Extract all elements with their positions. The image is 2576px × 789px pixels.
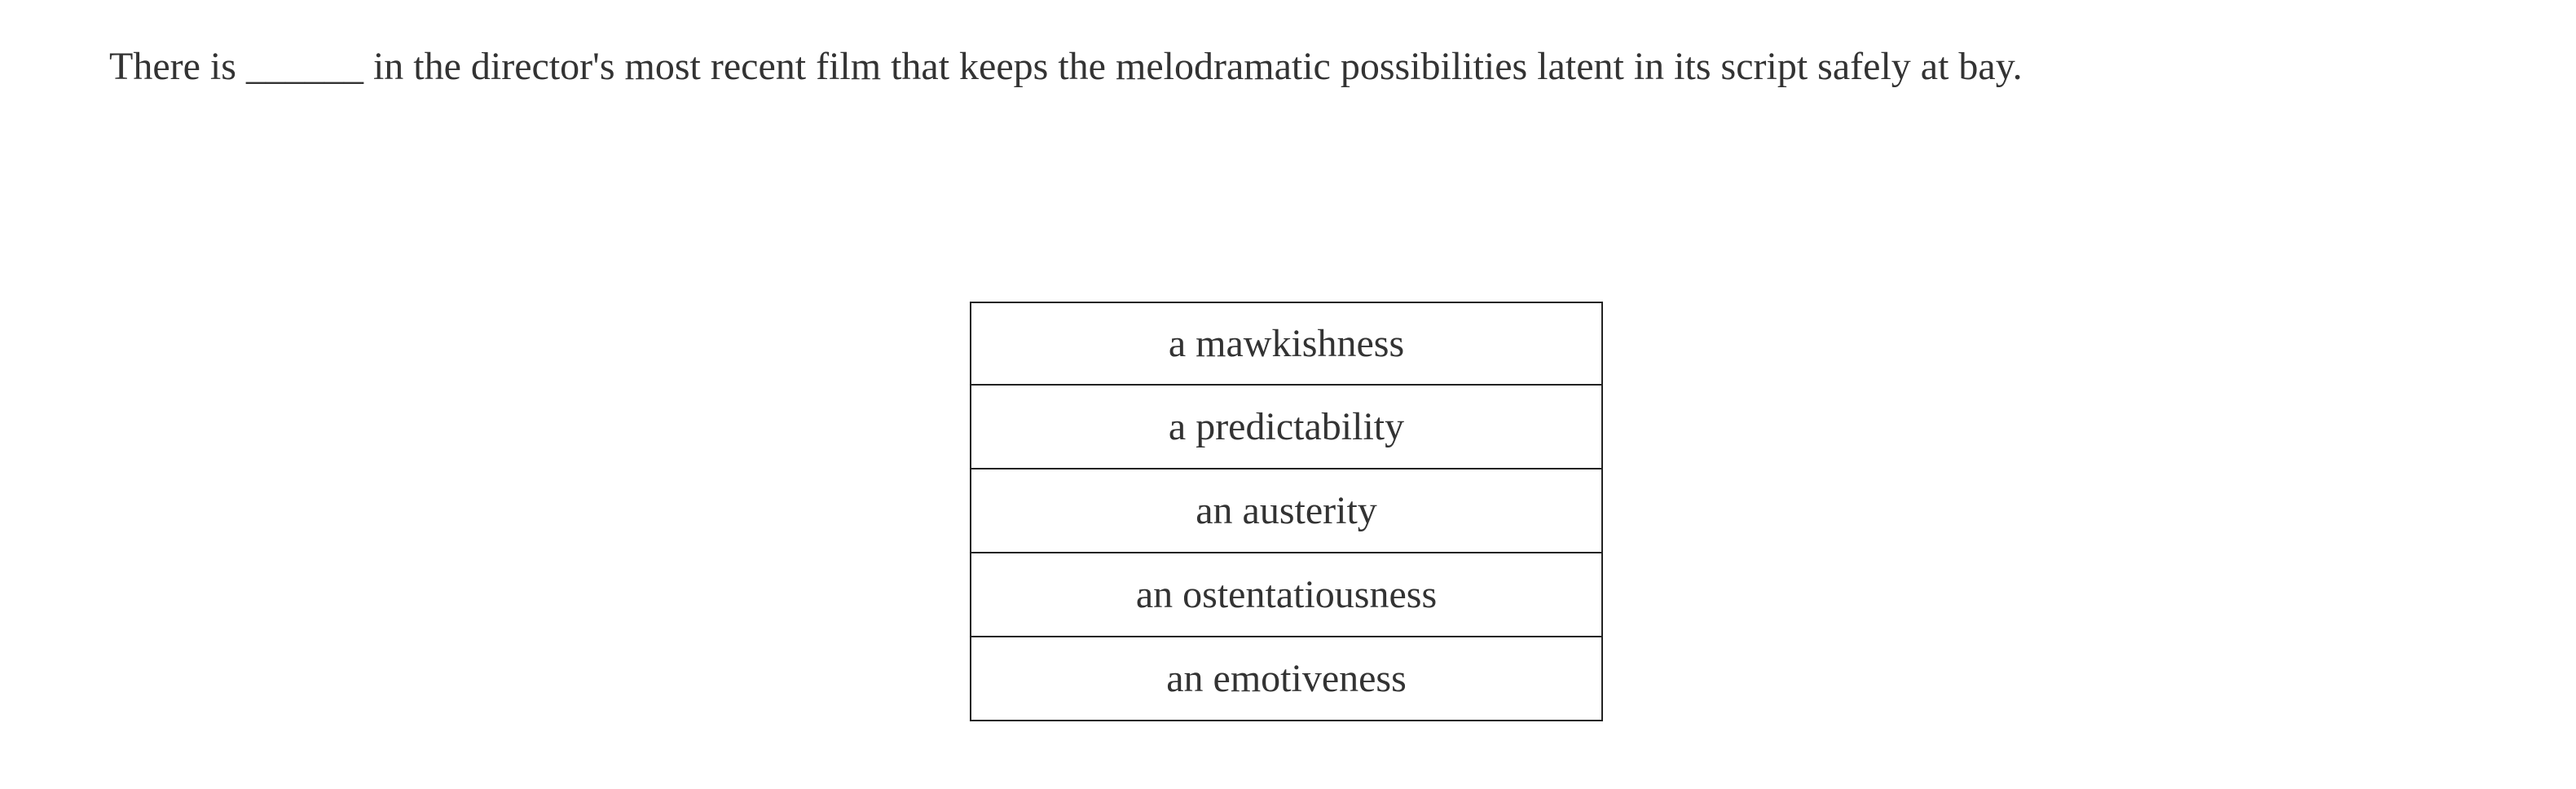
answer-choices-list xyxy=(970,302,1603,721)
answer-choice-1[interactable]: a mawkishness xyxy=(970,302,1603,386)
question-text xyxy=(109,41,2023,93)
answer-choice-3[interactable]: an austerity xyxy=(970,469,1603,553)
question-before-blank: There is xyxy=(109,45,246,88)
answer-choice-5[interactable]: an emotiveness xyxy=(970,637,1603,721)
question-after-blank: in the director's most recent film that keeps the melodramatic possibilities latent in its script safely at bay. xyxy=(363,45,2023,88)
answer-choice-4[interactable]: an ostentatiousness xyxy=(970,553,1603,637)
answer-choice-2[interactable]: a predictability xyxy=(970,386,1603,469)
answer-blank: ______ xyxy=(245,45,363,88)
